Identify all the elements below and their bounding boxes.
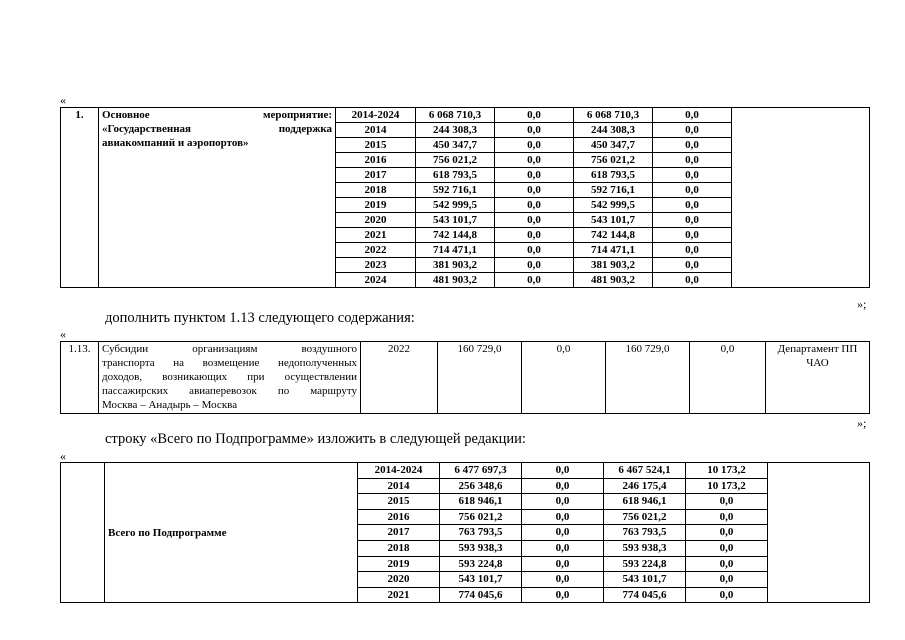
period-cell: 2019	[336, 198, 416, 213]
other-cell: 0,0	[690, 342, 766, 414]
federal-cell: 0,0	[495, 213, 574, 228]
total-cell: 763 793,5	[440, 525, 522, 541]
regional-cell: 244 308,3	[574, 123, 653, 138]
other-cell: 0,0	[653, 198, 732, 213]
total-cell: 381 903,2	[416, 258, 495, 273]
total-cell: 256 348,6	[440, 478, 522, 494]
federal-cell: 0,0	[495, 183, 574, 198]
regional-cell: 542 999,5	[574, 198, 653, 213]
description-line: Субсидии организациям воздушного	[102, 343, 357, 355]
federal-cell: 0,0	[495, 198, 574, 213]
instruction-paragraph-1: дополнить пунктом 1.13 следующего содержания:	[105, 310, 415, 326]
subsidy-description	[99, 342, 361, 414]
federal-cell: 0,0	[522, 494, 604, 510]
period-cell: 2014-2024	[358, 463, 440, 479]
federal-cell: 0,0	[495, 243, 574, 258]
item-113-table	[60, 341, 870, 414]
close-quote-1: »;	[857, 297, 867, 311]
description-line: транспорта на возмещение недополученных	[102, 357, 357, 369]
period-cell: 2017	[358, 525, 440, 541]
period-cell: 2014	[336, 123, 416, 138]
regional-cell: 763 793,5	[604, 525, 686, 541]
federal-cell: 0,0	[522, 587, 604, 603]
period-cell: 2016	[336, 153, 416, 168]
regional-cell: 481 903,2	[574, 273, 653, 288]
regional-cell: 6 467 524,1	[604, 463, 686, 479]
period-cell: 2016	[358, 509, 440, 525]
subprogram-total-table	[60, 462, 870, 603]
open-quote-3: «	[60, 449, 66, 463]
total-cell: 618 793,5	[416, 168, 495, 183]
regional-cell: 592 716,1	[574, 183, 653, 198]
other-cell: 0,0	[686, 525, 768, 541]
federal-cell: 0,0	[522, 478, 604, 494]
regional-cell: 742 144,8	[574, 228, 653, 243]
regional-cell: 6 068 710,3	[574, 108, 653, 123]
period-cell: 2020	[336, 213, 416, 228]
period-cell: 2021	[336, 228, 416, 243]
period-cell: 2018	[358, 540, 440, 556]
total-cell: 756 021,2	[416, 153, 495, 168]
total-cell: 593 938,3	[440, 540, 522, 556]
other-cell: 0,0	[653, 213, 732, 228]
total-cell: 542 999,5	[416, 198, 495, 213]
total-cell: 593 224,8	[440, 556, 522, 572]
total-cell: 756 021,2	[440, 509, 522, 525]
regional-cell: 714 471,1	[574, 243, 653, 258]
other-cell: 10 173,2	[686, 463, 768, 479]
description-line: доходов, возникающих при осуществлении	[102, 371, 357, 383]
other-cell: 0,0	[686, 556, 768, 572]
activity-title-line: Основное мероприятие:	[102, 109, 332, 121]
period-cell: 2015	[358, 494, 440, 510]
other-cell: 0,0	[686, 494, 768, 510]
federal-cell: 0,0	[495, 228, 574, 243]
close-quote-2: »;	[857, 416, 867, 430]
regional-cell: 246 175,4	[604, 478, 686, 494]
subprogram-total-label: Всего по Подпрограмме	[105, 463, 358, 603]
other-cell: 0,0	[653, 168, 732, 183]
other-cell: 0,0	[653, 273, 732, 288]
federal-cell: 0,0	[522, 509, 604, 525]
period-cell: 2024	[336, 273, 416, 288]
open-quote-1: «	[60, 93, 66, 107]
period-cell: 2014	[358, 478, 440, 494]
other-cell: 10 173,2	[686, 478, 768, 494]
regional-cell: 160 729,0	[606, 342, 690, 414]
total-cell: 543 101,7	[416, 213, 495, 228]
other-cell: 0,0	[653, 123, 732, 138]
period-cell: 2020	[358, 572, 440, 588]
main-activity-table	[60, 107, 870, 288]
federal-cell: 0,0	[522, 342, 606, 414]
activity-title-line: «Государственная поддержка	[102, 123, 332, 135]
total-cell: 481 903,2	[416, 273, 495, 288]
period-cell: 2018	[336, 183, 416, 198]
total-cell: 774 045,6	[440, 587, 522, 603]
federal-cell: 0,0	[495, 153, 574, 168]
total-cell: 6 068 710,3	[416, 108, 495, 123]
period-cell: 2019	[358, 556, 440, 572]
other-cell: 0,0	[653, 228, 732, 243]
period-cell: 2021	[358, 587, 440, 603]
regional-cell: 618 946,1	[604, 494, 686, 510]
total-cell: 160 729,0	[438, 342, 522, 414]
regional-cell: 593 938,3	[604, 540, 686, 556]
regional-cell: 618 793,5	[574, 168, 653, 183]
other-cell: 0,0	[686, 540, 768, 556]
period-cell: 2014-2024	[336, 108, 416, 123]
other-cell: 0,0	[653, 138, 732, 153]
federal-cell: 0,0	[522, 525, 604, 541]
other-cell: 0,0	[686, 509, 768, 525]
other-cell: 0,0	[686, 587, 768, 603]
instruction-paragraph-2: строку «Всего по Подпрограмме» изложить в следующей редакции:	[105, 431, 526, 447]
period-cell: 2017	[336, 168, 416, 183]
total-cell: 618 946,1	[440, 494, 522, 510]
federal-cell: 0,0	[495, 108, 574, 123]
regional-cell: 543 101,7	[604, 572, 686, 588]
description-line: пассажирских авиаперевозок по маршруту	[102, 385, 357, 397]
regional-cell: 756 021,2	[574, 153, 653, 168]
period-cell: 2022	[336, 243, 416, 258]
regional-cell: 774 045,6	[604, 587, 686, 603]
empty-number-cell	[61, 463, 105, 603]
federal-cell: 0,0	[495, 273, 574, 288]
federal-cell: 0,0	[495, 258, 574, 273]
executor-cell: Департамент ПП ЧАО	[766, 342, 870, 414]
activity-title	[99, 108, 336, 288]
regional-cell: 543 101,7	[574, 213, 653, 228]
federal-cell: 0,0	[522, 556, 604, 572]
regional-cell: 450 347,7	[574, 138, 653, 153]
other-cell: 0,0	[653, 108, 732, 123]
total-cell: 543 101,7	[440, 572, 522, 588]
row-number: 1.13.	[61, 342, 99, 414]
federal-cell: 0,0	[495, 123, 574, 138]
total-cell: 450 347,7	[416, 138, 495, 153]
federal-cell: 0,0	[495, 138, 574, 153]
period-cell: 2023	[336, 258, 416, 273]
other-cell: 0,0	[653, 153, 732, 168]
federal-cell: 0,0	[495, 168, 574, 183]
open-quote-2: «	[60, 327, 66, 341]
other-cell: 0,0	[653, 258, 732, 273]
regional-cell: 756 021,2	[604, 509, 686, 525]
year-cell: 2022	[361, 342, 438, 414]
activity-title-line: авиакомпаний и аэропортов»	[102, 137, 249, 149]
regional-cell: 593 224,8	[604, 556, 686, 572]
row-number: 1.	[61, 108, 99, 288]
total-cell: 244 308,3	[416, 123, 495, 138]
total-cell: 714 471,1	[416, 243, 495, 258]
total-cell: 6 477 697,3	[440, 463, 522, 479]
executor-cell	[768, 463, 870, 603]
federal-cell: 0,0	[522, 572, 604, 588]
regional-cell: 381 903,2	[574, 258, 653, 273]
total-cell: 592 716,1	[416, 183, 495, 198]
federal-cell: 0,0	[522, 540, 604, 556]
other-cell: 0,0	[653, 243, 732, 258]
period-cell: 2015	[336, 138, 416, 153]
federal-cell: 0,0	[522, 463, 604, 479]
other-cell: 0,0	[653, 183, 732, 198]
description-line: Москва – Анадырь – Москва	[102, 399, 238, 411]
total-cell: 742 144,8	[416, 228, 495, 243]
executor-cell	[732, 108, 870, 288]
other-cell: 0,0	[686, 572, 768, 588]
